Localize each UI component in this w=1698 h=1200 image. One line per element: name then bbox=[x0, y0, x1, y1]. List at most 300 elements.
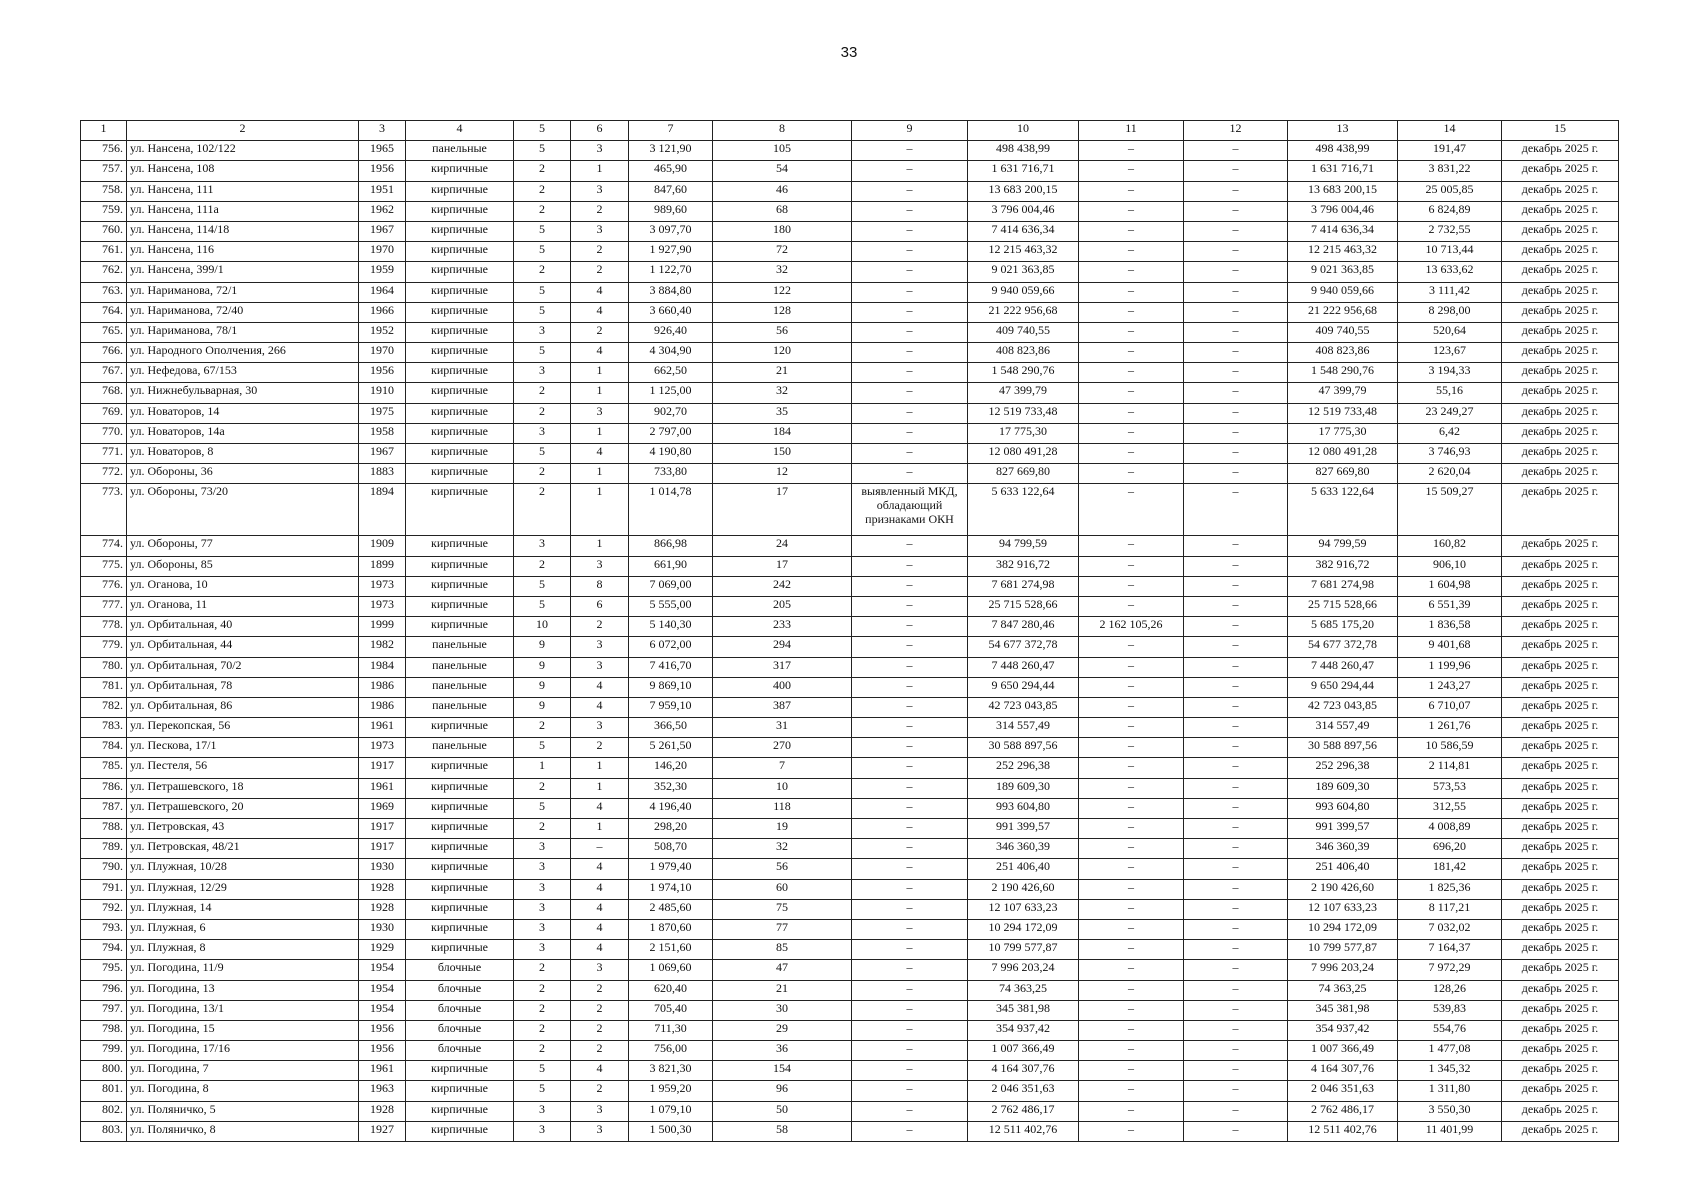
table-cell-col-4: кирпичные bbox=[406, 423, 514, 443]
table-cell-col-10: 993 604,80 bbox=[968, 798, 1079, 818]
table-cell-col-12: – bbox=[1184, 960, 1288, 980]
table-cell-col-7: 711,30 bbox=[629, 1020, 713, 1040]
table-cell-col-12: – bbox=[1184, 819, 1288, 839]
table-cell-col-9: – bbox=[852, 758, 968, 778]
table-cell-col-13: 74 363,25 bbox=[1288, 980, 1398, 1000]
table-row bbox=[81, 282, 1619, 302]
table-cell-col-14: 11 401,99 bbox=[1398, 1121, 1502, 1141]
table-cell-col-13: 13 683 200,15 bbox=[1288, 181, 1398, 201]
table-cell-col-13: 12 107 633,23 bbox=[1288, 899, 1398, 919]
table-cell-col-12: – bbox=[1184, 919, 1288, 939]
table-cell-col-9: – bbox=[852, 718, 968, 738]
table-cell-col-14: 6 710,07 bbox=[1398, 697, 1502, 717]
table-cell-col-8: 31 bbox=[713, 718, 852, 738]
table-cell-col-5: 3 bbox=[514, 879, 571, 899]
table-row bbox=[81, 697, 1619, 717]
table-cell-col-1: 796. bbox=[81, 980, 127, 1000]
table-cell-col-8: 24 bbox=[713, 536, 852, 556]
table-cell-col-9: выявленный МКД, обладающий признаками ОКН bbox=[852, 484, 968, 536]
table-cell-col-2: ул. Орбитальная, 40 bbox=[127, 617, 359, 637]
table-cell-col-5: 3 bbox=[514, 423, 571, 443]
table-cell-col-4: кирпичные bbox=[406, 819, 514, 839]
table-cell-col-4: кирпичные bbox=[406, 302, 514, 322]
table-cell-col-7: 3 097,70 bbox=[629, 221, 713, 241]
table-cell-col-3: 1952 bbox=[359, 322, 406, 342]
table-cell-col-15: декабрь 2025 г. bbox=[1502, 302, 1619, 322]
table-cell-col-9: – bbox=[852, 899, 968, 919]
table-cell-col-15: декабрь 2025 г. bbox=[1502, 201, 1619, 221]
table-cell-col-8: 32 bbox=[713, 262, 852, 282]
table-cell-col-12: – bbox=[1184, 1000, 1288, 1020]
table-cell-col-15: декабрь 2025 г. bbox=[1502, 322, 1619, 342]
table-cell-col-8: 96 bbox=[713, 1081, 852, 1101]
table-cell-col-7: 661,90 bbox=[629, 556, 713, 576]
table-cell-col-2: ул. Погодина, 13 bbox=[127, 980, 359, 1000]
table-row bbox=[81, 383, 1619, 403]
table-row bbox=[81, 161, 1619, 181]
table-cell-col-4: кирпичные bbox=[406, 556, 514, 576]
table-cell-col-14: 8 298,00 bbox=[1398, 302, 1502, 322]
table-cell-col-6: 1 bbox=[571, 161, 629, 181]
table-cell-col-13: 7 448 260,47 bbox=[1288, 657, 1398, 677]
table-cell-col-1: 770. bbox=[81, 423, 127, 443]
table-cell-col-12: – bbox=[1184, 383, 1288, 403]
table-cell-col-9: – bbox=[852, 1041, 968, 1061]
table-row bbox=[81, 403, 1619, 423]
table-cell-col-6: 2 bbox=[571, 1041, 629, 1061]
table-cell-col-4: панельные bbox=[406, 637, 514, 657]
table-cell-col-14: 128,26 bbox=[1398, 980, 1502, 1000]
table-cell-col-3: 1928 bbox=[359, 879, 406, 899]
table-cell-col-9: – bbox=[852, 980, 968, 1000]
table-cell-col-10: 13 683 200,15 bbox=[968, 181, 1079, 201]
table-cell-col-7: 366,50 bbox=[629, 718, 713, 738]
table-cell-col-13: 346 360,39 bbox=[1288, 839, 1398, 859]
table-cell-col-14: 15 509,27 bbox=[1398, 484, 1502, 536]
table-cell-col-4: блочные bbox=[406, 960, 514, 980]
table-cell-col-7: 3 821,30 bbox=[629, 1061, 713, 1081]
table-cell-col-15: декабрь 2025 г. bbox=[1502, 383, 1619, 403]
table-cell-col-4: блочные bbox=[406, 1020, 514, 1040]
table-cell-col-1: 788. bbox=[81, 819, 127, 839]
table-cell-col-10: 3 796 004,46 bbox=[968, 201, 1079, 221]
table-cell-col-9: – bbox=[852, 576, 968, 596]
table-cell-col-6: 2 bbox=[571, 738, 629, 758]
table-cell-col-13: 408 823,86 bbox=[1288, 343, 1398, 363]
table-cell-col-15: декабрь 2025 г. bbox=[1502, 899, 1619, 919]
table-row bbox=[81, 778, 1619, 798]
table-cell-col-11: – bbox=[1079, 221, 1184, 241]
column-number-cell: 6 bbox=[571, 121, 629, 141]
table-cell-col-5: 2 bbox=[514, 980, 571, 1000]
table-cell-col-1: 803. bbox=[81, 1121, 127, 1141]
table-cell-col-2: ул. Перекопская, 56 bbox=[127, 718, 359, 738]
table-cell-col-1: 763. bbox=[81, 282, 127, 302]
table-cell-col-12: – bbox=[1184, 718, 1288, 738]
table-cell-col-6: 3 bbox=[571, 403, 629, 423]
table-cell-col-15: декабрь 2025 г. bbox=[1502, 980, 1619, 1000]
table-cell-col-5: 5 bbox=[514, 738, 571, 758]
table-cell-col-4: кирпичные bbox=[406, 181, 514, 201]
table-cell-col-11: 2 162 105,26 bbox=[1079, 617, 1184, 637]
table-cell-col-15: декабрь 2025 г. bbox=[1502, 444, 1619, 464]
table-cell-col-2: ул. Нариманова, 72/40 bbox=[127, 302, 359, 322]
table-cell-col-12: – bbox=[1184, 1121, 1288, 1141]
table-cell-col-2: ул. Орбитальная, 70/2 bbox=[127, 657, 359, 677]
table-cell-col-2: ул. Нансена, 102/122 bbox=[127, 141, 359, 161]
table-cell-col-12: – bbox=[1184, 282, 1288, 302]
table-cell-col-12: – bbox=[1184, 322, 1288, 342]
table-row bbox=[81, 576, 1619, 596]
table-cell-col-11: – bbox=[1079, 940, 1184, 960]
table-cell-col-9: – bbox=[852, 1000, 968, 1020]
table-cell-col-9: – bbox=[852, 383, 968, 403]
table-cell-col-15: декабрь 2025 г. bbox=[1502, 940, 1619, 960]
table-cell-col-7: 756,00 bbox=[629, 1041, 713, 1061]
table-cell-col-8: 54 bbox=[713, 161, 852, 181]
table-cell-col-1: 757. bbox=[81, 161, 127, 181]
table-cell-col-14: 181,42 bbox=[1398, 859, 1502, 879]
table-cell-col-15: декабрь 2025 г. bbox=[1502, 141, 1619, 161]
table-cell-col-15: декабрь 2025 г. bbox=[1502, 819, 1619, 839]
table-cell-col-10: 408 823,86 bbox=[968, 343, 1079, 363]
table-cell-col-1: 768. bbox=[81, 383, 127, 403]
table-cell-col-14: 696,20 bbox=[1398, 839, 1502, 859]
column-number-cell: 15 bbox=[1502, 121, 1619, 141]
table-cell-col-1: 779. bbox=[81, 637, 127, 657]
table-cell-col-7: 705,40 bbox=[629, 1000, 713, 1020]
table-cell-col-4: панельные bbox=[406, 697, 514, 717]
table-cell-col-2: ул. Орбитальная, 44 bbox=[127, 637, 359, 657]
table-cell-col-3: 1965 bbox=[359, 141, 406, 161]
table-row bbox=[81, 221, 1619, 241]
table-cell-col-13: 7 414 636,34 bbox=[1288, 221, 1398, 241]
table-cell-col-4: кирпичные bbox=[406, 718, 514, 738]
table-cell-col-9: – bbox=[852, 423, 968, 443]
table-row bbox=[81, 536, 1619, 556]
table-cell-col-13: 47 399,79 bbox=[1288, 383, 1398, 403]
table-row bbox=[81, 859, 1619, 879]
table-cell-col-3: 1982 bbox=[359, 637, 406, 657]
table-cell-col-3: 1984 bbox=[359, 657, 406, 677]
table-cell-col-9: – bbox=[852, 556, 968, 576]
table-cell-col-5: 10 bbox=[514, 617, 571, 637]
table-cell-col-6: 1 bbox=[571, 383, 629, 403]
table-cell-col-9: – bbox=[852, 242, 968, 262]
table-cell-col-14: 9 401,68 bbox=[1398, 637, 1502, 657]
table-cell-col-2: ул. Нансена, 116 bbox=[127, 242, 359, 262]
table-cell-col-5: 2 bbox=[514, 403, 571, 423]
table-cell-col-1: 790. bbox=[81, 859, 127, 879]
table-cell-col-1: 782. bbox=[81, 697, 127, 717]
column-number-cell: 4 bbox=[406, 121, 514, 141]
table-cell-col-3: 1954 bbox=[359, 1000, 406, 1020]
table-cell-col-10: 498 438,99 bbox=[968, 141, 1079, 161]
table-cell-col-1: 801. bbox=[81, 1081, 127, 1101]
table-cell-col-5: 2 bbox=[514, 1020, 571, 1040]
table-cell-col-12: – bbox=[1184, 677, 1288, 697]
table-cell-col-7: 1 125,00 bbox=[629, 383, 713, 403]
table-cell-col-7: 298,20 bbox=[629, 819, 713, 839]
table-cell-col-11: – bbox=[1079, 302, 1184, 322]
column-number-cell: 12 bbox=[1184, 121, 1288, 141]
table-cell-col-2: ул. Погодина, 13/1 bbox=[127, 1000, 359, 1020]
table-cell-col-11: – bbox=[1079, 980, 1184, 1000]
table-cell-col-10: 7 847 280,46 bbox=[968, 617, 1079, 637]
table-cell-col-5: 2 bbox=[514, 464, 571, 484]
table-cell-col-6: 2 bbox=[571, 242, 629, 262]
table-cell-col-5: 5 bbox=[514, 343, 571, 363]
column-number-cell: 3 bbox=[359, 121, 406, 141]
table-cell-col-12: – bbox=[1184, 798, 1288, 818]
table-cell-col-10: 9 021 363,85 bbox=[968, 262, 1079, 282]
table-cell-col-7: 2 485,60 bbox=[629, 899, 713, 919]
table-cell-col-11: – bbox=[1079, 1081, 1184, 1101]
table-cell-col-3: 1929 bbox=[359, 940, 406, 960]
table-cell-col-10: 12 215 463,32 bbox=[968, 242, 1079, 262]
table-cell-col-4: кирпичные bbox=[406, 221, 514, 241]
table-cell-col-4: кирпичные bbox=[406, 242, 514, 262]
table-cell-col-2: ул. Нариманова, 78/1 bbox=[127, 322, 359, 342]
table-cell-col-3: 1917 bbox=[359, 758, 406, 778]
table-cell-col-5: 2 bbox=[514, 1041, 571, 1061]
table-cell-col-13: 2 762 486,17 bbox=[1288, 1101, 1398, 1121]
table-cell-col-11: – bbox=[1079, 576, 1184, 596]
table-cell-col-12: – bbox=[1184, 1081, 1288, 1101]
table-cell-col-8: 56 bbox=[713, 322, 852, 342]
table-cell-col-9: – bbox=[852, 1020, 968, 1040]
table-cell-col-4: кирпичные bbox=[406, 536, 514, 556]
table-row bbox=[81, 181, 1619, 201]
column-number-cell: 13 bbox=[1288, 121, 1398, 141]
table-cell-col-11: – bbox=[1079, 697, 1184, 717]
table-cell-col-13: 54 677 372,78 bbox=[1288, 637, 1398, 657]
table-cell-col-5: 3 bbox=[514, 859, 571, 879]
table-cell-col-4: кирпичные bbox=[406, 859, 514, 879]
table-cell-col-14: 2 114,81 bbox=[1398, 758, 1502, 778]
table-cell-col-15: декабрь 2025 г. bbox=[1502, 798, 1619, 818]
table-cell-col-8: 77 bbox=[713, 919, 852, 939]
table-cell-col-14: 1 345,32 bbox=[1398, 1061, 1502, 1081]
table-row bbox=[81, 919, 1619, 939]
table-cell-col-8: 7 bbox=[713, 758, 852, 778]
table-cell-col-2: ул. Погодина, 7 bbox=[127, 1061, 359, 1081]
table-cell-col-13: 5 633 122,64 bbox=[1288, 484, 1398, 536]
table-cell-col-9: – bbox=[852, 637, 968, 657]
table-cell-col-10: 1 548 290,76 bbox=[968, 363, 1079, 383]
table-cell-col-7: 1 014,78 bbox=[629, 484, 713, 536]
table-cell-col-5: 3 bbox=[514, 1101, 571, 1121]
table-row bbox=[81, 940, 1619, 960]
table-cell-col-5: 9 bbox=[514, 637, 571, 657]
table-cell-col-1: 774. bbox=[81, 536, 127, 556]
table-cell-col-6: 1 bbox=[571, 819, 629, 839]
table-cell-col-5: 3 bbox=[514, 839, 571, 859]
table-cell-col-6: 3 bbox=[571, 141, 629, 161]
table-cell-col-15: декабрь 2025 г. bbox=[1502, 596, 1619, 616]
table-cell-col-2: ул. Орбитальная, 86 bbox=[127, 697, 359, 717]
table-cell-col-12: – bbox=[1184, 839, 1288, 859]
table-cell-col-8: 12 bbox=[713, 464, 852, 484]
table-row bbox=[81, 1041, 1619, 1061]
table-cell-col-2: ул. Нариманова, 72/1 bbox=[127, 282, 359, 302]
table-cell-col-14: 3 194,33 bbox=[1398, 363, 1502, 383]
table-cell-col-13: 30 588 897,56 bbox=[1288, 738, 1398, 758]
table-cell-col-6: 3 bbox=[571, 960, 629, 980]
table-row bbox=[81, 363, 1619, 383]
table-cell-col-8: 17 bbox=[713, 484, 852, 536]
table-cell-col-5: 1 bbox=[514, 758, 571, 778]
table-cell-col-9: – bbox=[852, 444, 968, 464]
table-cell-col-9: – bbox=[852, 201, 968, 221]
table-cell-col-9: – bbox=[852, 1101, 968, 1121]
table-row bbox=[81, 637, 1619, 657]
table-cell-col-1: 767. bbox=[81, 363, 127, 383]
table-row bbox=[81, 1061, 1619, 1081]
table-cell-col-9: – bbox=[852, 738, 968, 758]
table-cell-col-8: 50 bbox=[713, 1101, 852, 1121]
table-cell-col-6: 3 bbox=[571, 718, 629, 738]
table-cell-col-11: – bbox=[1079, 383, 1184, 403]
table-cell-col-7: 6 072,00 bbox=[629, 637, 713, 657]
table-cell-col-10: 4 164 307,76 bbox=[968, 1061, 1079, 1081]
table-cell-col-11: – bbox=[1079, 859, 1184, 879]
table-cell-col-13: 498 438,99 bbox=[1288, 141, 1398, 161]
table-cell-col-11: – bbox=[1079, 1061, 1184, 1081]
table-cell-col-2: ул. Петровская, 48/21 bbox=[127, 839, 359, 859]
table-cell-col-13: 1 631 716,71 bbox=[1288, 161, 1398, 181]
table-cell-col-13: 2 190 426,60 bbox=[1288, 879, 1398, 899]
table-cell-col-7: 1 927,90 bbox=[629, 242, 713, 262]
table-cell-col-14: 2 732,55 bbox=[1398, 221, 1502, 241]
table-cell-col-10: 252 296,38 bbox=[968, 758, 1079, 778]
table-cell-col-12: – bbox=[1184, 637, 1288, 657]
table-cell-col-4: кирпичные bbox=[406, 1061, 514, 1081]
table-cell-col-12: – bbox=[1184, 403, 1288, 423]
table-cell-col-6: 1 bbox=[571, 363, 629, 383]
table-cell-col-4: кирпичные bbox=[406, 879, 514, 899]
table-cell-col-3: 1986 bbox=[359, 697, 406, 717]
table-cell-col-12: – bbox=[1184, 343, 1288, 363]
table-cell-col-6: 4 bbox=[571, 859, 629, 879]
table-cell-col-15: декабрь 2025 г. bbox=[1502, 403, 1619, 423]
table-cell-col-3: 1894 bbox=[359, 484, 406, 536]
table-cell-col-3: 1899 bbox=[359, 556, 406, 576]
table-cell-col-5: 9 bbox=[514, 677, 571, 697]
table-cell-col-9: – bbox=[852, 839, 968, 859]
table-row bbox=[81, 879, 1619, 899]
table-cell-col-10: 314 557,49 bbox=[968, 718, 1079, 738]
table-cell-col-11: – bbox=[1079, 556, 1184, 576]
table-cell-col-10: 991 399,57 bbox=[968, 819, 1079, 839]
table-cell-col-2: ул. Обороны, 73/20 bbox=[127, 484, 359, 536]
table-cell-col-11: – bbox=[1079, 403, 1184, 423]
table-cell-col-8: 317 bbox=[713, 657, 852, 677]
table-cell-col-6: 2 bbox=[571, 1000, 629, 1020]
table-cell-col-8: 30 bbox=[713, 1000, 852, 1020]
table-cell-col-2: ул. Обороны, 85 bbox=[127, 556, 359, 576]
table-cell-col-4: кирпичные bbox=[406, 161, 514, 181]
table-cell-col-3: 1961 bbox=[359, 1061, 406, 1081]
table-cell-col-2: ул. Плужная, 10/28 bbox=[127, 859, 359, 879]
table-cell-col-3: 1964 bbox=[359, 282, 406, 302]
table-cell-col-7: 5 555,00 bbox=[629, 596, 713, 616]
table-cell-col-1: 771. bbox=[81, 444, 127, 464]
table-cell-col-1: 783. bbox=[81, 718, 127, 738]
table-cell-col-8: 47 bbox=[713, 960, 852, 980]
table-cell-col-5: 5 bbox=[514, 282, 571, 302]
table-cell-col-4: кирпичные bbox=[406, 839, 514, 859]
table-cell-col-10: 12 107 633,23 bbox=[968, 899, 1079, 919]
table-cell-col-7: 1 974,10 bbox=[629, 879, 713, 899]
table-cell-col-1: 776. bbox=[81, 576, 127, 596]
table-cell-col-11: – bbox=[1079, 960, 1184, 980]
table-cell-col-14: 6 824,89 bbox=[1398, 201, 1502, 221]
table-cell-col-10: 5 633 122,64 bbox=[968, 484, 1079, 536]
table-cell-col-3: 1970 bbox=[359, 242, 406, 262]
table-cell-col-10: 2 762 486,17 bbox=[968, 1101, 1079, 1121]
table-cell-col-6: 3 bbox=[571, 637, 629, 657]
table-cell-col-14: 906,10 bbox=[1398, 556, 1502, 576]
table-cell-col-10: 94 799,59 bbox=[968, 536, 1079, 556]
table-cell-col-9: – bbox=[852, 677, 968, 697]
table-cell-col-12: – bbox=[1184, 899, 1288, 919]
table-cell-col-14: 539,83 bbox=[1398, 1000, 1502, 1020]
table-cell-col-2: ул. Пескова, 17/1 bbox=[127, 738, 359, 758]
table-cell-col-7: 1 079,10 bbox=[629, 1101, 713, 1121]
table-cell-col-5: 2 bbox=[514, 960, 571, 980]
table-cell-col-5: 5 bbox=[514, 444, 571, 464]
table-cell-col-13: 827 669,80 bbox=[1288, 464, 1398, 484]
table-cell-col-3: 1883 bbox=[359, 464, 406, 484]
table-row bbox=[81, 798, 1619, 818]
table-cell-col-1: 756. bbox=[81, 141, 127, 161]
table-cell-col-4: кирпичные bbox=[406, 444, 514, 464]
table-cell-col-5: 5 bbox=[514, 798, 571, 818]
table-cell-col-8: 29 bbox=[713, 1020, 852, 1040]
table-cell-col-12: – bbox=[1184, 181, 1288, 201]
table-row bbox=[81, 141, 1619, 161]
table-cell-col-12: – bbox=[1184, 484, 1288, 536]
table-cell-col-10: 827 669,80 bbox=[968, 464, 1079, 484]
table-cell-col-3: 1956 bbox=[359, 1020, 406, 1040]
table-cell-col-11: – bbox=[1079, 262, 1184, 282]
table-cell-col-15: декабрь 2025 г. bbox=[1502, 242, 1619, 262]
table-cell-col-2: ул. Народного Ополчения, 266 bbox=[127, 343, 359, 363]
table-cell-col-14: 2 620,04 bbox=[1398, 464, 1502, 484]
table-cell-col-6: 2 bbox=[571, 262, 629, 282]
table-cell-col-10: 1 631 716,71 bbox=[968, 161, 1079, 181]
table-cell-col-8: 387 bbox=[713, 697, 852, 717]
table-cell-col-9: – bbox=[852, 322, 968, 342]
table-cell-col-1: 802. bbox=[81, 1101, 127, 1121]
table-cell-col-11: – bbox=[1079, 1101, 1184, 1121]
table-row bbox=[81, 1081, 1619, 1101]
table-cell-col-1: 794. bbox=[81, 940, 127, 960]
table-cell-col-6: 1 bbox=[571, 464, 629, 484]
table-cell-col-9: – bbox=[852, 161, 968, 181]
table-cell-col-5: 2 bbox=[514, 1000, 571, 1020]
table-cell-col-10: 354 937,42 bbox=[968, 1020, 1079, 1040]
table-cell-col-11: – bbox=[1079, 718, 1184, 738]
table-row bbox=[81, 758, 1619, 778]
table-row bbox=[81, 262, 1619, 282]
table-cell-col-3: 1917 bbox=[359, 819, 406, 839]
table-cell-col-7: 4 190,80 bbox=[629, 444, 713, 464]
table-cell-col-3: 1910 bbox=[359, 383, 406, 403]
table-cell-col-12: – bbox=[1184, 444, 1288, 464]
table-cell-col-11: – bbox=[1079, 778, 1184, 798]
